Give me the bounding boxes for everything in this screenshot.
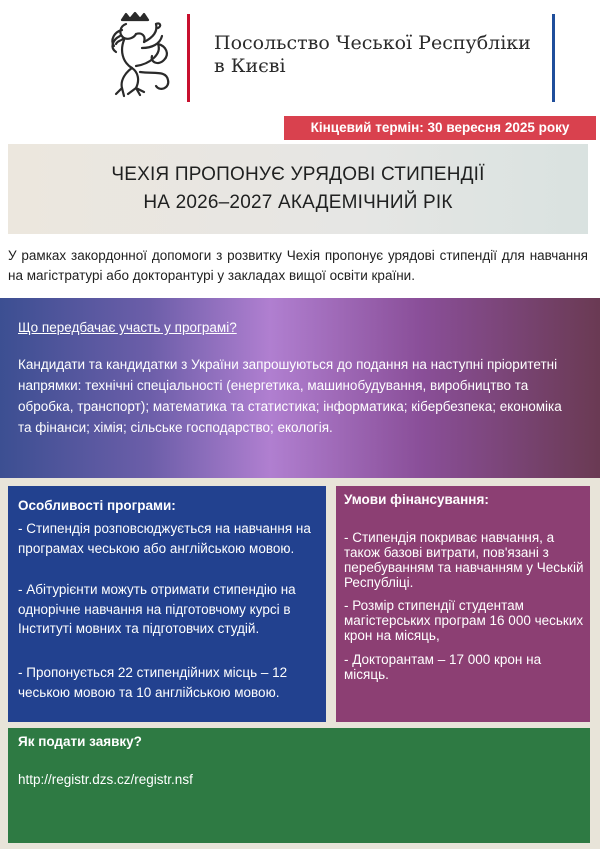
funding-box bbox=[336, 486, 590, 722]
red-divider bbox=[187, 14, 190, 102]
funding-item: - Стипендія покриває навчання, а також базові витрати, пов'язані з перебуванням та навчанням у Чеській Республіці. bbox=[344, 530, 584, 590]
features-heading: Особливості програми: bbox=[18, 498, 176, 513]
funding-item: - Докторантам – 17 000 крон на місяць. bbox=[344, 652, 542, 682]
embassy-name-line2: в Києві bbox=[214, 55, 286, 77]
apply-box bbox=[8, 728, 590, 843]
funding-heading: Умови фінансування: bbox=[344, 492, 489, 507]
apply-link[interactable]: http://registr.dzs.cz/registr.nsf bbox=[18, 772, 193, 787]
participation-text: Кандидати та кандидатки з України запрошуються до подання на наступні пріоритетні напрямки: технічні спеціальності (енергетика, машинобудування, виробництво та обробка, транспорт); математика та статистика; інформатика; кібербезпека; економіка та фінанси; хімія; сільське господарство; екологія. bbox=[18, 357, 562, 435]
features-item: - Абітурієнти можуть отримати стипендію на однорічне навчання на підготовчому курсі в Інституті мовних та підготовчих студій. bbox=[18, 582, 296, 636]
apply-heading: Як подати заявку? bbox=[18, 734, 142, 749]
title-line2: НА 2026–2027 АКАДЕМІЧНИЙ РІК bbox=[143, 192, 453, 213]
embassy-name-line1: Посольство Чеської Республіки bbox=[214, 32, 531, 54]
funding-item: - Розмір стипендії студентам магістерських програм 16 000 чеських крон на місяць, bbox=[344, 598, 584, 643]
blue-divider bbox=[552, 14, 555, 102]
features-item: - Пропонується 22 стипендійних місць – 12 чеською мовою та 10 англійською мовою. bbox=[18, 665, 288, 700]
title-line1: ЧЕХІЯ ПРОПОНУЄ УРЯДОВІ СТИПЕНДІЇ bbox=[111, 164, 485, 185]
deadline-badge: Кінцевий термін: 30 вересня 2025 року bbox=[284, 116, 596, 140]
title-box bbox=[8, 144, 588, 234]
czech-lion-coat-of-arms-icon bbox=[92, 10, 178, 98]
embassy-name bbox=[214, 32, 531, 78]
participation-heading: Що передбачає участь у програмі? bbox=[18, 320, 237, 335]
features-box bbox=[8, 486, 326, 722]
features-item: - Стипендія розповсюджується на навчання на програмах чеською або англійською мовою. bbox=[18, 521, 311, 556]
header bbox=[0, 0, 600, 112]
intro-paragraph: У рамках закордонної допомоги з розвитку Чехія пропонує урядові стипендії для навчання на магістратурі або докторантурі у закладах вищої освіти країни. bbox=[8, 248, 588, 283]
